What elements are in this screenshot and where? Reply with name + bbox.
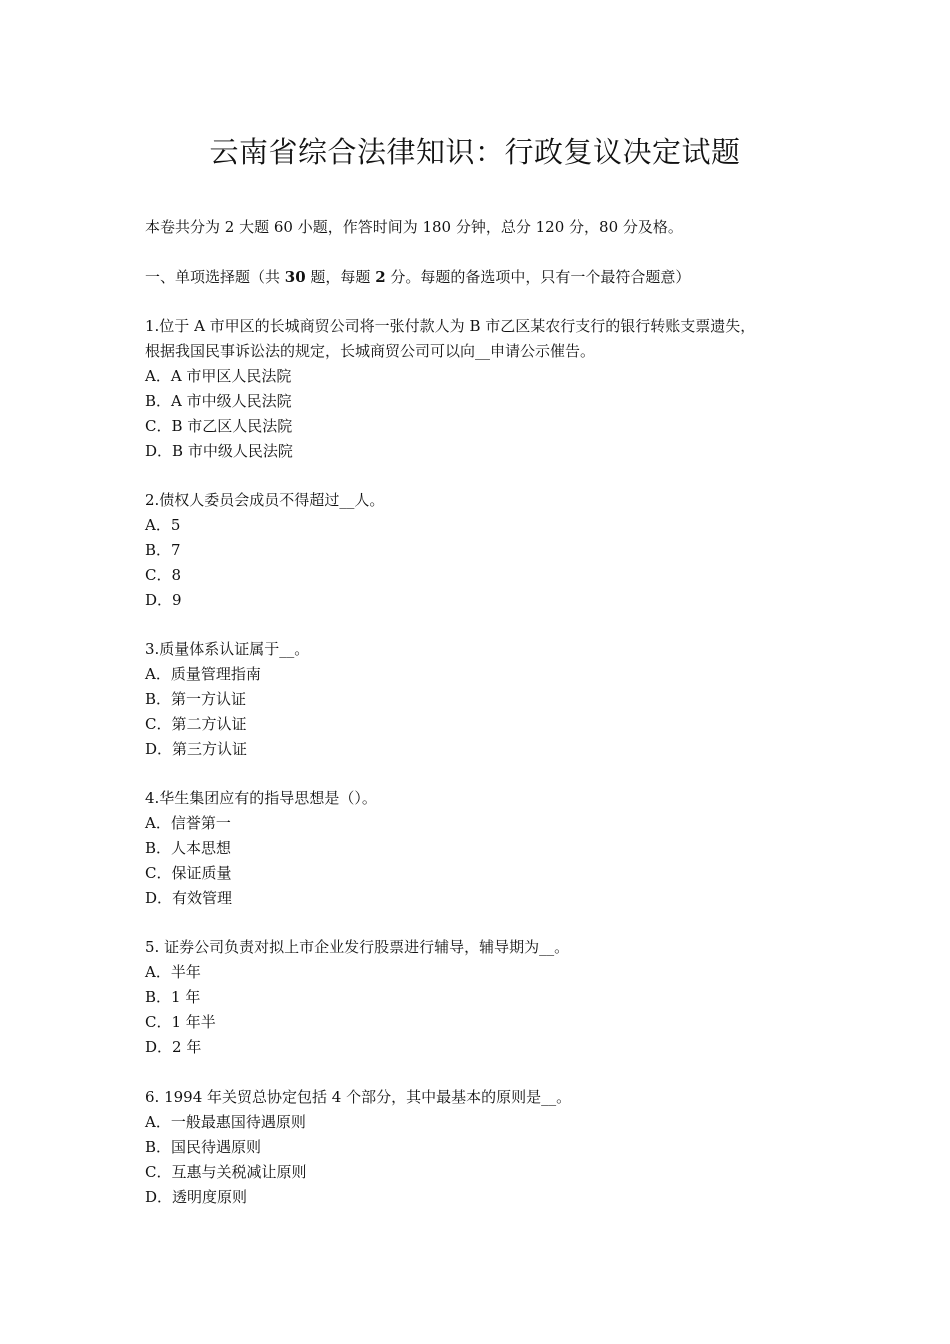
option-a: A．信誉第一	[145, 814, 231, 832]
option-a: A．一般最惠国待遇原则	[145, 1113, 306, 1131]
option-b: B．第一方认证	[145, 690, 247, 708]
question-stem: 3.质量体系认证属于__。	[145, 640, 310, 658]
option-d: D．第三方认证	[145, 740, 248, 758]
option-d: D．B 市中级人民法院	[145, 442, 293, 460]
option-c: C．1 年半	[145, 1013, 216, 1031]
option-c: C．互惠与关税减让原则	[145, 1163, 307, 1181]
option-d: D．9	[145, 591, 182, 609]
section-heading	[145, 265, 690, 289]
section-suffix: 分。每题的备选项中，只有一个最符合题意）	[385, 268, 691, 286]
section-prefix: 一、单项选择题（共	[145, 268, 285, 286]
option-b: B．1 年	[145, 988, 201, 1006]
question-5	[145, 935, 815, 1060]
option-d: D．有效管理	[145, 889, 233, 907]
option-d: D．透明度原则	[145, 1188, 248, 1206]
option-b: B．人本思想	[145, 839, 232, 857]
question-stem: 1.位于 A 市甲区的长城商贸公司将一张付款人为 B 市乙区某农行支行的银行转账支票遗失，	[145, 317, 756, 335]
question-stem: 4.华生集团应有的指导思想是（）。	[145, 789, 377, 807]
question-stem: 2.债权人委员会成员不得超过__人。	[145, 491, 385, 509]
question-2	[145, 488, 815, 613]
question-4	[145, 786, 815, 911]
option-a: A．半年	[145, 963, 201, 981]
option-c: C．8	[145, 566, 182, 584]
question-stem-continued: 根据我国民事诉讼法的规定，长城商贸公司可以向__申请公示催告。	[145, 342, 596, 360]
option-b: B．国民待遇原则	[145, 1138, 262, 1156]
option-a: A．5	[145, 516, 181, 534]
exam-intro: 本卷共分为 2 大题 60 小题，作答时间为 180 分钟，总分 120 分，80 分及格。	[145, 218, 683, 236]
option-b: B．A 市中级人民法院	[145, 392, 292, 410]
question-stem: 6. 1994 年关贸总协定包括 4 个部分，其中最基本的原则是__。	[145, 1088, 572, 1106]
section-mid: 题，每题	[305, 268, 376, 286]
option-d: D．2 年	[145, 1038, 202, 1056]
option-b: B．7	[145, 541, 181, 559]
option-c: C．保证质量	[145, 864, 232, 882]
question-1	[145, 314, 815, 464]
section-points: 2	[375, 268, 386, 286]
option-c: C．B 市乙区人民法院	[145, 417, 293, 435]
page-title: 云南省综合法律知识：行政复议决定试题	[209, 135, 741, 169]
question-6	[145, 1085, 815, 1210]
option-a: A．A 市甲区人民法院	[145, 367, 292, 385]
option-a: A．质量管理指南	[145, 665, 261, 683]
section-count: 30	[284, 268, 306, 286]
question-3	[145, 637, 815, 762]
option-c: C．第二方认证	[145, 715, 247, 733]
question-stem: 5. 证券公司负责对拟上市企业发行股票进行辅导，辅导期为__。	[145, 938, 570, 956]
